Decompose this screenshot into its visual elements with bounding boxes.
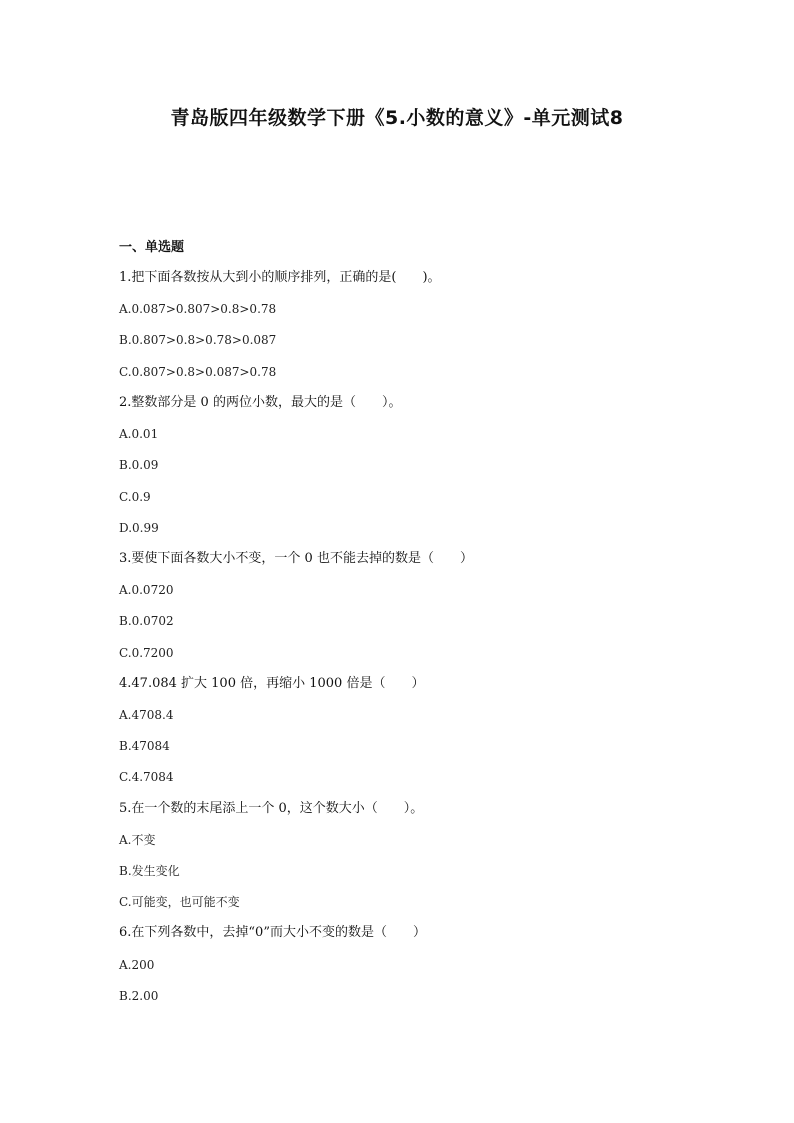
- option-1c: C.0.807>0.8>0.087>0.78: [119, 365, 277, 379]
- option-1a: A.0.087>0.807>0.8>0.78: [119, 302, 277, 316]
- option-2c: C.0.9: [119, 490, 151, 504]
- question-6: 6.在下列各数中，去掉“0”而大小不变的数是（ ）: [119, 925, 426, 940]
- question-3: 3.要使下面各数大小不变，一个 0 也不能去掉的数是（ ）: [119, 551, 473, 566]
- question-4: 4.47.084 扩大 100 倍，再缩小 1000 倍是（ ）: [119, 676, 425, 691]
- option-4a: A.4708.4: [119, 708, 174, 722]
- question-2: 2.整数部分是 0 的两位小数，最大的是（ ）。: [119, 395, 402, 410]
- option-1b: B.0.807>0.8>0.78>0.087: [119, 333, 277, 347]
- question-1: 1.把下面各数按从大到小的顺序排列，正确的是( )。: [119, 270, 441, 285]
- option-6b: B.2.00: [119, 989, 159, 1003]
- option-4b: B.47084: [119, 739, 170, 753]
- option-5a: A.不变: [119, 833, 156, 847]
- section-heading: 一、单选题: [119, 240, 185, 255]
- option-4c: C.4.7084: [119, 770, 174, 784]
- option-6a: A.200: [119, 958, 155, 972]
- option-3b: B.0.0702: [119, 614, 174, 628]
- option-2a: A.0.01: [119, 427, 159, 441]
- option-2b: B.0.09: [119, 458, 159, 472]
- option-3a: A.0.0720: [119, 583, 174, 597]
- question-5: 5.在一个数的末尾添上一个 0，这个数大小（ ）。: [119, 801, 424, 816]
- option-5b: B.发生变化: [119, 864, 180, 878]
- page-title: 青岛版四年级数学下册《5.小数的意义》-单元测试8: [170, 107, 624, 129]
- option-5c: C.可能变，也可能不变: [119, 895, 240, 909]
- option-3c: C.0.7200: [119, 646, 174, 660]
- option-2d: D.0.99: [119, 521, 159, 535]
